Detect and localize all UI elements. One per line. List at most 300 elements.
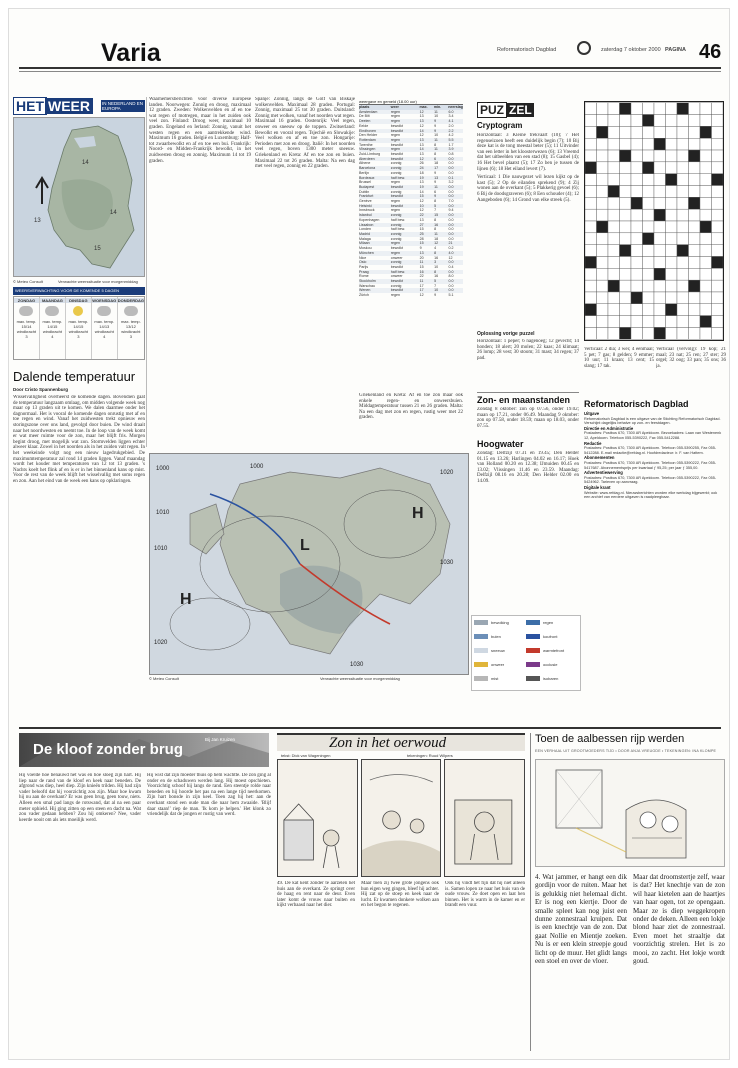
table-cell: 0.0	[448, 227, 454, 232]
grid-cell[interactable]	[712, 162, 724, 174]
grid-cell[interactable]	[712, 138, 724, 150]
table-cell: 21	[448, 241, 453, 246]
table-cell: bewolkt	[390, 264, 403, 269]
grid-cell[interactable]	[677, 197, 689, 209]
grid-cell[interactable]	[643, 103, 655, 115]
grid-cell[interactable]	[700, 138, 712, 150]
grid-block	[654, 327, 666, 339]
grid-cell[interactable]	[597, 256, 609, 268]
table-cell: half bew.	[390, 175, 405, 180]
grid-cell[interactable]	[597, 233, 609, 245]
grid-cell[interactable]	[608, 197, 620, 209]
grid-cell[interactable]	[608, 256, 620, 268]
grid-cell[interactable]	[597, 292, 609, 304]
table-cell: Aberdeen	[359, 156, 375, 161]
grid-cell[interactable]	[654, 316, 666, 328]
grid-cell[interactable]	[620, 221, 632, 233]
grid-cell[interactable]	[666, 209, 678, 221]
table-cell: 10	[434, 288, 439, 293]
grid-cell[interactable]	[666, 256, 678, 268]
table-cell: 17	[434, 166, 439, 171]
grid-cell[interactable]	[712, 209, 724, 221]
grid-cell[interactable]	[585, 186, 597, 198]
grid-cell[interactable]	[585, 268, 597, 280]
grid-cell[interactable]	[631, 186, 643, 198]
table-cell: bewolkt	[390, 142, 403, 147]
grid-cell[interactable]	[643, 126, 655, 138]
map-credit: © Meteo Consult	[149, 676, 179, 681]
colophon-heading: Digitale krant	[584, 484, 611, 490]
grid-cell[interactable]	[712, 316, 724, 328]
grid-cell[interactable]	[608, 304, 620, 316]
grid-cell[interactable]	[700, 233, 712, 245]
grid-cell[interactable]	[689, 327, 701, 339]
grid-cell[interactable]	[677, 115, 689, 127]
table-header: max.	[419, 105, 428, 109]
table-cell: 4.1	[448, 119, 454, 124]
grid-cell[interactable]	[700, 280, 712, 292]
table-cell: zonnig	[390, 283, 402, 288]
grid-cell[interactable]	[666, 126, 678, 138]
grid-cell[interactable]	[666, 115, 678, 127]
grid-cell[interactable]	[712, 103, 724, 115]
grid-cell[interactable]	[689, 245, 701, 257]
grid-cell[interactable]	[712, 327, 724, 339]
grid-cell[interactable]	[666, 233, 678, 245]
grid-cell[interactable]	[608, 316, 620, 328]
legend-swatch-icon	[474, 620, 488, 625]
grid-cell[interactable]	[689, 138, 701, 150]
grid-cell[interactable]	[700, 245, 712, 257]
grid-cell[interactable]	[608, 174, 620, 186]
table-cell: 22	[419, 213, 424, 218]
grid-cell[interactable]	[689, 316, 701, 328]
grid-cell[interactable]	[597, 138, 609, 150]
grid-cell[interactable]	[620, 209, 632, 221]
grid-cell[interactable]	[643, 280, 655, 292]
grid-cell[interactable]	[712, 292, 724, 304]
forecast-day	[92, 297, 118, 359]
forecast-wind-label: windkracht	[42, 329, 62, 334]
grid-cell[interactable]	[666, 268, 678, 280]
table-cell: Londen	[359, 227, 371, 232]
grid-cell[interactable]	[654, 256, 666, 268]
grid-cell[interactable]	[643, 150, 655, 162]
grid-cell[interactable]	[631, 256, 643, 268]
grid-cell[interactable]	[700, 174, 712, 186]
grid-cell[interactable]	[643, 327, 655, 339]
legend-swatch-icon	[474, 634, 488, 639]
forecast-wind-label: windkracht	[121, 329, 141, 334]
grid-cell[interactable]	[585, 280, 597, 292]
low-pressure-label: L	[300, 537, 310, 554]
grid-cell[interactable]	[643, 304, 655, 316]
grid-cell[interactable]	[677, 327, 689, 339]
grid-cell[interactable]	[677, 126, 689, 138]
grid-cell[interactable]	[608, 292, 620, 304]
kloof-author: Bij Jan Kruizen	[205, 737, 236, 742]
grid-cell[interactable]	[654, 233, 666, 245]
grid-cell[interactable]	[689, 221, 701, 233]
table-cell: 0.0	[448, 279, 454, 284]
grid-cell[interactable]	[608, 138, 620, 150]
grid-cell[interactable]	[597, 103, 609, 115]
grid-cell[interactable]	[631, 126, 643, 138]
grid-cell[interactable]	[654, 280, 666, 292]
grid-cell[interactable]	[585, 138, 597, 150]
grid-cell[interactable]	[643, 316, 655, 328]
grid-cell[interactable]	[654, 186, 666, 198]
table-cell: 24	[419, 166, 424, 171]
grid-cell[interactable]	[643, 292, 655, 304]
grid-cell[interactable]	[689, 126, 701, 138]
isobar-label: 1010	[154, 546, 168, 552]
grid-cell[interactable]	[677, 268, 689, 280]
grid-cell[interactable]	[608, 162, 620, 174]
grid-cell[interactable]	[597, 186, 609, 198]
grid-cell[interactable]	[712, 268, 724, 280]
table-cell: Genève	[359, 199, 372, 204]
grid-cell[interactable]	[620, 280, 632, 292]
grid-cell[interactable]	[585, 103, 597, 115]
grid-cell[interactable]	[666, 138, 678, 150]
grid-cell[interactable]	[597, 316, 609, 328]
aalbes-illustration	[535, 759, 725, 867]
grid-cell[interactable]	[585, 150, 597, 162]
grid-cell[interactable]	[585, 209, 597, 221]
table-cell: 12	[419, 199, 424, 204]
table-cell: 11	[419, 260, 424, 265]
table-cell: 2.0	[448, 123, 454, 128]
grid-cell[interactable]	[700, 162, 712, 174]
table-header: neerslag	[448, 105, 463, 109]
grid-cell[interactable]	[631, 174, 643, 186]
isobar-label: 1000	[250, 464, 264, 470]
grid-cell[interactable]	[677, 162, 689, 174]
grid-cell[interactable]	[631, 327, 643, 339]
grid-cell[interactable]	[712, 304, 724, 316]
grid-cell[interactable]	[700, 150, 712, 162]
grid-cell[interactable]	[677, 174, 689, 186]
grid-cell[interactable]	[620, 304, 632, 316]
grid-cell[interactable]	[700, 103, 712, 115]
grid-cell[interactable]	[597, 174, 609, 186]
grid-cell[interactable]	[712, 245, 724, 257]
grid-cell[interactable]	[643, 256, 655, 268]
grid-cell[interactable]	[677, 138, 689, 150]
table-cell: bewolkt	[390, 156, 403, 161]
weather-article-title: Dalende temperatuur	[13, 369, 136, 384]
forecast-wind: 3	[129, 334, 132, 339]
grid-cell[interactable]	[666, 103, 678, 115]
grid-cell[interactable]	[643, 138, 655, 150]
map-temp-label: 14	[110, 210, 117, 216]
table-cell: Malaga	[359, 236, 371, 241]
grid-cell[interactable]	[700, 268, 712, 280]
grid-cell[interactable]	[620, 292, 632, 304]
grid-cell[interactable]	[643, 221, 655, 233]
grid-cell[interactable]	[585, 197, 597, 209]
legend-label: sneeuw	[491, 648, 505, 653]
grid-cell[interactable]	[608, 103, 620, 115]
table-cell: Rotterdam	[359, 137, 376, 142]
table-cell: 4.2	[448, 133, 454, 138]
grid-cell[interactable]	[597, 327, 609, 339]
grid-cell[interactable]	[620, 174, 632, 186]
grid-cell[interactable]	[712, 126, 724, 138]
grid-cell[interactable]	[700, 304, 712, 316]
grid-cell[interactable]	[689, 304, 701, 316]
legend-label: onweer	[491, 662, 505, 667]
grid-cell[interactable]	[677, 292, 689, 304]
comic-panel	[361, 759, 442, 877]
grid-cell[interactable]	[631, 304, 643, 316]
grid-cell[interactable]	[643, 197, 655, 209]
grid-cell[interactable]	[585, 292, 597, 304]
kloof-banner	[19, 733, 269, 767]
grid-cell[interactable]	[654, 174, 666, 186]
grid-cell[interactable]	[620, 268, 632, 280]
grid-cell[interactable]	[585, 115, 597, 127]
grid-cell[interactable]	[631, 245, 643, 257]
grid-cell[interactable]	[666, 327, 678, 339]
grid-cell[interactable]	[712, 221, 724, 233]
grid-cell[interactable]	[597, 209, 609, 221]
table-cell: Moskou	[359, 246, 372, 251]
table-cell: 4.0	[448, 250, 454, 255]
table-cell: 0.0	[448, 236, 454, 241]
grid-cell[interactable]	[585, 327, 597, 339]
grid-cell[interactable]	[666, 186, 678, 198]
grid-cell[interactable]	[654, 304, 666, 316]
table-cell: Innsbruck	[359, 208, 375, 213]
grid-cell[interactable]	[608, 126, 620, 138]
grid-cell[interactable]	[631, 138, 643, 150]
grid-cell[interactable]	[700, 327, 712, 339]
table-cell: 11	[434, 109, 438, 114]
forecast-day	[66, 297, 92, 359]
grid-cell[interactable]	[689, 233, 701, 245]
grid-block	[620, 327, 632, 339]
grid-cell[interactable]	[700, 115, 712, 127]
table-cell: Stockholm	[359, 279, 376, 284]
grid-cell[interactable]	[666, 162, 678, 174]
crossword-grid[interactable]	[584, 101, 724, 341]
table-cell: 16	[419, 269, 424, 274]
grid-cell[interactable]	[700, 186, 712, 198]
grid-cell[interactable]	[654, 115, 666, 127]
colophon-text: Website: www.refdag.nl. Nieuwsberichten worden elke werkdag bijgewerkt; ook een archief van eerdere uitgaven is raadpleegbaar.	[584, 490, 718, 500]
grid-cell[interactable]	[689, 268, 701, 280]
table-cell: Kopenhagen	[359, 217, 380, 222]
grid-cell[interactable]	[677, 221, 689, 233]
grid-cell[interactable]	[654, 197, 666, 209]
grid-cell[interactable]	[643, 209, 655, 221]
grid-cell[interactable]	[631, 103, 643, 115]
grid-cell[interactable]	[666, 221, 678, 233]
grid-cell[interactable]	[666, 280, 678, 292]
grid-cell[interactable]	[631, 209, 643, 221]
puzzle-brand	[477, 101, 534, 119]
crossword-cells[interactable]	[585, 102, 723, 340]
grid-cell[interactable]	[631, 316, 643, 328]
grid-cell[interactable]	[585, 316, 597, 328]
paper-name: Reformatorisch Dagblad	[497, 47, 557, 53]
table-cell: 13	[419, 250, 424, 255]
table-cell: 12	[448, 255, 453, 260]
grid-cell[interactable]	[666, 197, 678, 209]
grid-cell[interactable]	[620, 138, 632, 150]
grid-block	[643, 162, 655, 174]
grid-cell[interactable]	[654, 103, 666, 115]
grid-cell[interactable]	[597, 245, 609, 257]
grid-cell[interactable]	[643, 186, 655, 198]
grid-cell[interactable]	[689, 292, 701, 304]
grid-cell[interactable]	[712, 197, 724, 209]
aalbes-text-col2: Maar dat droomstertje zelf, waar is dat? Het knechtje van de zon wil haar kietelen aan de haartjes van haar ogen, tot ze opengaan. Maar ze is diep weggekropen onder de deken. Alleen een lokje blond haar ziet de zonnestraal. Even moet het straaltje dat voorzichtig strelen. Het is zo mooi, zo zacht. Het lokje wordt goud.	[633, 873, 725, 966]
grid-cell[interactable]	[597, 162, 609, 174]
solution-title: Oplossing vorige puzzel	[477, 331, 535, 337]
grid-cell[interactable]	[597, 197, 609, 209]
colophon-heading: Redactie	[584, 440, 602, 446]
grid-cell[interactable]	[608, 268, 620, 280]
grid-cell[interactable]	[654, 292, 666, 304]
grid-cell[interactable]	[666, 245, 678, 257]
grid-cell[interactable]	[608, 209, 620, 221]
grid-cell[interactable]	[620, 126, 632, 138]
table-cell: 0.8	[448, 152, 454, 157]
grid-cell[interactable]	[643, 268, 655, 280]
grid-cell[interactable]	[608, 233, 620, 245]
grid-cell[interactable]	[700, 197, 712, 209]
table-cell: 0.0	[448, 217, 454, 222]
grid-cell[interactable]	[712, 186, 724, 198]
netherlands-weather-map	[13, 117, 145, 277]
grid-cell[interactable]	[620, 233, 632, 245]
legend-swatch-icon	[474, 648, 488, 653]
grid-cell[interactable]	[689, 174, 701, 186]
grid-cell[interactable]	[700, 209, 712, 221]
grid-cell[interactable]	[620, 316, 632, 328]
grid-cell[interactable]	[585, 126, 597, 138]
grid-cell[interactable]	[677, 280, 689, 292]
grid-cell[interactable]	[585, 233, 597, 245]
grid-cell[interactable]	[677, 186, 689, 198]
grid-cell[interactable]	[654, 245, 666, 257]
table-cell: 15	[419, 194, 424, 199]
grid-cell[interactable]	[608, 245, 620, 257]
grid-cell[interactable]	[666, 316, 678, 328]
grid-cell[interactable]	[654, 162, 666, 174]
grid-cell[interactable]	[677, 150, 689, 162]
grid-cell[interactable]	[712, 280, 724, 292]
grid-cell[interactable]	[585, 174, 597, 186]
grid-cell[interactable]	[654, 126, 666, 138]
table-cell: 9	[434, 123, 437, 128]
grid-cell[interactable]	[585, 221, 597, 233]
grid-cell[interactable]	[654, 221, 666, 233]
grid-cell[interactable]	[585, 245, 597, 257]
grid-cell[interactable]	[689, 209, 701, 221]
grid-cell[interactable]	[597, 280, 609, 292]
grid-cell[interactable]	[631, 280, 643, 292]
table-cell: regen	[390, 147, 400, 152]
sun-icon	[73, 306, 83, 316]
table-cell: Rome	[359, 274, 369, 279]
grid-cell[interactable]	[712, 233, 724, 245]
grid-cell[interactable]	[620, 197, 632, 209]
puzzle-title: Cryptogram	[477, 121, 523, 130]
grid-cell[interactable]	[689, 115, 701, 127]
grid-cell[interactable]	[631, 221, 643, 233]
grid-cell[interactable]	[631, 162, 643, 174]
table-cell: 5.1	[448, 293, 454, 298]
grid-cell[interactable]	[643, 174, 655, 186]
colophon-title: Reformatorisch Dagblad	[584, 399, 689, 409]
grid-cell[interactable]	[631, 268, 643, 280]
table-cell: zonnig	[390, 231, 402, 236]
grid-cell[interactable]	[608, 221, 620, 233]
grid-cell[interactable]	[620, 162, 632, 174]
grid-cell[interactable]	[666, 150, 678, 162]
table-cell: Budapest	[359, 184, 375, 189]
legend-item	[526, 660, 578, 669]
grid-cell[interactable]	[677, 304, 689, 316]
legend-item	[474, 646, 526, 655]
grid-cell[interactable]	[712, 150, 724, 162]
grid-cell[interactable]	[608, 150, 620, 162]
colophon-text: Postadres: Postbus 670, 7300 AR Apeldoorn. Telefoon 055-5390255, Fax 055-5412288. E-mail redactie@refdag.nl. Hoofdredacteur: ir. F. van Hattem.	[584, 446, 717, 455]
grid-cell[interactable]	[620, 186, 632, 198]
comic-text-col1: 49. De kat kent zonder te aarzelen het huis aan de overkant. Ze springt over de haag en rent naar de deur. Even later komt de vrouw naar buiten en kijkt verbaasd naar het dier.	[277, 881, 355, 909]
grid-cell[interactable]	[677, 233, 689, 245]
grid-cell[interactable]	[689, 162, 701, 174]
table-cell: 11	[434, 137, 438, 142]
grid-cell[interactable]	[654, 150, 666, 162]
grid-cell[interactable]	[631, 115, 643, 127]
grid-cell[interactable]	[620, 115, 632, 127]
grid-cell[interactable]	[597, 150, 609, 162]
grid-block	[620, 150, 632, 162]
grid-cell[interactable]	[608, 327, 620, 339]
grid-cell[interactable]	[677, 316, 689, 328]
grid-cell[interactable]	[608, 115, 620, 127]
grid-cell[interactable]	[712, 115, 724, 127]
table-cell: zonnig	[390, 161, 402, 166]
grid-cell[interactable]	[689, 256, 701, 268]
table-cell: Eindhoven	[359, 128, 376, 133]
grid-cell[interactable]	[643, 245, 655, 257]
legend-item	[526, 618, 578, 627]
grid-cell[interactable]	[597, 268, 609, 280]
table-cell: bewolkt	[390, 288, 403, 293]
grid-cell[interactable]	[597, 115, 609, 127]
grid-cell[interactable]	[677, 256, 689, 268]
grid-cell[interactable]	[620, 256, 632, 268]
grid-cell[interactable]	[597, 304, 609, 316]
grid-cell[interactable]	[631, 150, 643, 162]
puzzle-brand-a: PUZ	[477, 102, 507, 118]
grid-cell[interactable]	[666, 292, 678, 304]
grid-cell[interactable]	[700, 292, 712, 304]
rain-cloud-icon	[124, 306, 138, 316]
grid-cell[interactable]	[700, 256, 712, 268]
grid-cell[interactable]	[689, 186, 701, 198]
grid-cell[interactable]	[631, 233, 643, 245]
grid-cell[interactable]	[689, 103, 701, 115]
europe-map-caption	[149, 676, 469, 681]
grid-cell[interactable]	[677, 209, 689, 221]
